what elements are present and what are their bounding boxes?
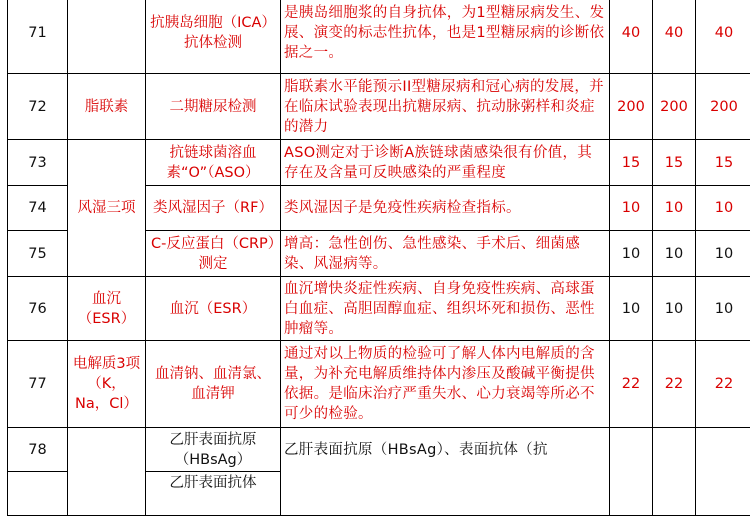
price-1: 15	[610, 140, 653, 186]
row-index: 75	[8, 231, 68, 277]
price-3: 15	[696, 140, 750, 186]
item-description: 血沉增快炎症性疾病、自身免疫性疾病、高球蛋白血症、高胆固醇血症、组织坏死和损伤、恶性肿瘤等。	[281, 277, 610, 341]
price-1: 200	[610, 74, 653, 140]
price-3: 10	[696, 186, 750, 231]
item-description: 通过对以上物质的检验可了解人体内电解质的含量，为补充电解质维持体内渗压及酸碱平衡提供依据。是临床治疗严重失水、心力衰竭等所必不可少的检验。	[281, 341, 610, 428]
table-row	[8, 140, 750, 186]
price-1	[610, 428, 653, 516]
category-cell	[68, 428, 146, 516]
price-1: 22	[610, 341, 653, 428]
category-cell: 血沉（ESR）	[68, 277, 146, 341]
item-description: 乙肝表面抗原（HBsAg）、表面抗体（抗	[281, 428, 610, 516]
category-cell: 脂联素	[68, 74, 146, 140]
category-cell: 电解质3项（K，Na，Cl）	[68, 341, 146, 428]
item-description: ASO测定对于诊断A族链球菌感染很有价值，其存在及含量可反映感染的严重程度	[281, 140, 610, 186]
row-index: 78	[8, 428, 68, 472]
item-description: 类风湿因子是免疫性疾病检查指标。	[281, 186, 610, 231]
price-1: 10	[610, 231, 653, 277]
table-row	[8, 341, 750, 428]
item-name: 乙肝表面抗体	[146, 472, 281, 516]
row-index: 71	[8, 0, 68, 74]
price-table	[7, 0, 750, 516]
price-2: 200	[653, 74, 696, 140]
table-row	[8, 0, 750, 74]
price-3: 22	[696, 341, 750, 428]
item-name: 二期糖尿检测	[146, 74, 281, 140]
table-row	[8, 428, 750, 472]
price-2: 10	[653, 186, 696, 231]
category-cell	[68, 0, 146, 74]
price-2: 10	[653, 277, 696, 341]
row-index: 73	[8, 140, 68, 186]
item-description: 增高：急性创伤、急性感染、手术后、细菌感染、风湿病等。	[281, 231, 610, 277]
row-index: 76	[8, 277, 68, 341]
price-3: 10	[696, 231, 750, 277]
item-name: 乙肝表面抗原（HBsAg）	[146, 428, 281, 472]
item-name: 抗链球菌溶血素“O”（ASO）	[146, 140, 281, 186]
item-description: 脂联素水平能预示II型糖尿病和冠心病的发展，并在临床试验表现出抗糖尿病、抗动脉粥样和炎症的潜力	[281, 74, 610, 140]
category-cell: 风湿三项	[68, 140, 146, 277]
price-2: 22	[653, 341, 696, 428]
table-row	[8, 277, 750, 341]
row-index: 72	[8, 74, 68, 140]
item-name: C-反应蛋白（CRP）测定	[146, 231, 281, 277]
row-index: 74	[8, 186, 68, 231]
price-2: 10	[653, 231, 696, 277]
price-3: 10	[696, 277, 750, 341]
price-2	[653, 428, 696, 516]
price-1: 10	[610, 277, 653, 341]
row-index: 77	[8, 341, 68, 428]
table-row	[8, 74, 750, 140]
price-2: 40	[653, 0, 696, 74]
price-2: 15	[653, 140, 696, 186]
item-description: 是胰岛细胞浆的自身抗体，为1型糖尿病发生、发展、演变的标志性抗体，也是1型糖尿病的诊断依据之一。	[281, 0, 610, 74]
item-name: 抗胰岛细胞（ICA）抗体检测	[146, 0, 281, 74]
price-3	[696, 428, 750, 516]
item-name: 血清钠、血清氯、血清钾	[146, 341, 281, 428]
item-name: 血沉（ESR）	[146, 277, 281, 341]
row-index	[8, 472, 68, 516]
price-3: 40	[696, 0, 750, 74]
price-1: 40	[610, 0, 653, 74]
price-1: 10	[610, 186, 653, 231]
price-3: 200	[696, 74, 750, 140]
item-name: 类风湿因子（RF）	[146, 186, 281, 231]
